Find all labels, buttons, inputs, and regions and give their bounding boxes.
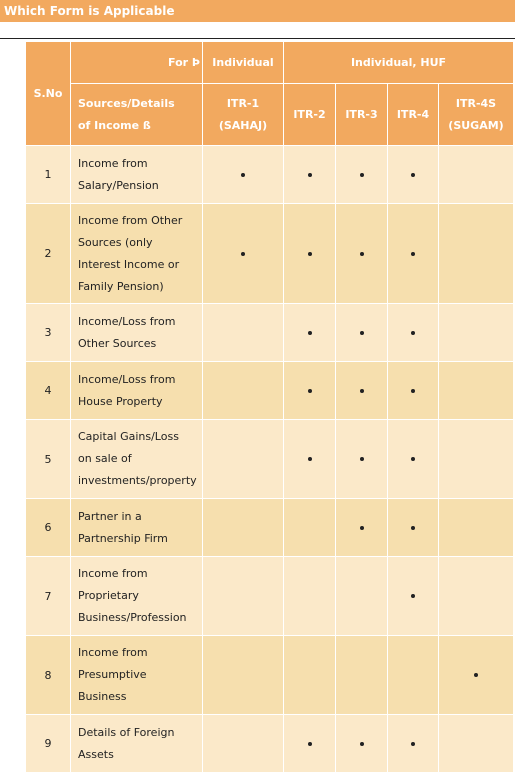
cell-itr4: [388, 715, 439, 773]
applicable-dot-icon: [411, 457, 415, 461]
row-source-line: on sale of: [78, 452, 132, 465]
table-row: [26, 499, 514, 557]
table-row: [26, 636, 514, 715]
sources-header: [71, 84, 203, 146]
cell-itr4: [388, 204, 439, 304]
applicable-dot-icon: [474, 673, 478, 677]
cell-itr2: [284, 204, 336, 304]
cell-itr2: [284, 362, 336, 420]
row-source-line: Capital Gains/Loss: [78, 430, 179, 443]
applicable-dot-icon: [360, 389, 364, 393]
cell-itr4s: [439, 499, 514, 557]
row-sno: 2: [26, 204, 71, 304]
applicable-dot-icon: [360, 526, 364, 530]
cell-itr1: [203, 362, 284, 420]
row-source-line: Details of Foreign: [78, 725, 175, 739]
cell-itr4: [388, 146, 439, 204]
itr-applicability-table: [25, 41, 514, 773]
row-source: [71, 362, 203, 420]
row-source-line: Salary/Pension: [78, 178, 159, 192]
cell-itr1: [203, 715, 284, 773]
table-row: [26, 146, 514, 204]
table-row: [26, 557, 514, 636]
row-source-line: Partnership Firm: [78, 531, 168, 545]
row-source: [71, 420, 203, 499]
row-source-line: investments/property: [78, 474, 197, 487]
row-source-line: Income/Loss from: [78, 372, 176, 386]
table-row: [26, 204, 514, 304]
cell-itr4s: [439, 715, 514, 773]
applicable-dot-icon: [308, 742, 312, 746]
row-source-line: Income from: [78, 567, 148, 580]
row-source: [71, 557, 203, 636]
cell-itr1: [203, 636, 284, 715]
itr2-header: ITR-2: [284, 84, 336, 146]
cell-itr3: [336, 146, 388, 204]
cell-itr1: [203, 204, 284, 304]
cell-itr1: [203, 557, 284, 636]
row-sno: 6: [26, 499, 71, 557]
itr1-header-line2: (SAHAJ): [203, 115, 283, 137]
applicable-dot-icon: [360, 252, 364, 256]
row-sno: 3: [26, 304, 71, 362]
group-individual: Individual: [203, 42, 284, 84]
applicable-dot-icon: [411, 526, 415, 530]
cell-itr4s: [439, 636, 514, 715]
cell-itr4: [388, 362, 439, 420]
group-individual-huf: Individual, HUF: [284, 42, 514, 84]
sno-header: S.No: [26, 42, 71, 146]
table-row: [26, 715, 514, 773]
row-source-line: Presumptive: [78, 668, 147, 681]
cell-itr3: [336, 362, 388, 420]
itr1-header-line1: ITR-1: [203, 93, 283, 115]
row-source-line: House Property: [78, 394, 163, 408]
row-source: [71, 499, 203, 557]
row-source-line: Interest Income or: [78, 257, 180, 271]
row-sno: 4: [26, 362, 71, 420]
applicable-dot-icon: [360, 457, 364, 461]
cell-itr4: [388, 420, 439, 499]
applicable-dot-icon: [308, 457, 312, 461]
applicable-dot-icon: [360, 173, 364, 177]
section-title: Which Form is Applicable: [0, 0, 515, 22]
cell-itr4s: [439, 146, 514, 204]
row-source-line: Sources (only: [78, 235, 153, 249]
itr4s-header-line2: (SUGAM): [439, 115, 513, 137]
for-label: For Þ: [71, 42, 203, 84]
divider: [0, 38, 515, 39]
cell-itr2: [284, 304, 336, 362]
sources-header-line1: Sources/Details: [78, 93, 202, 115]
itr4-header: ITR-4: [388, 84, 439, 146]
cell-itr3: [336, 557, 388, 636]
row-source: [71, 146, 203, 204]
cell-itr4s: [439, 204, 514, 304]
cell-itr3: [336, 420, 388, 499]
cell-itr1: [203, 146, 284, 204]
row-source-line: Income from: [78, 646, 148, 659]
sources-header-line2: of Income ß: [78, 115, 202, 137]
row-sno: 5: [26, 420, 71, 499]
row-source-line: Other Sources: [78, 336, 157, 350]
applicable-dot-icon: [308, 173, 312, 177]
applicable-dot-icon: [360, 331, 364, 335]
row-source-line: Family Pension): [78, 279, 164, 293]
row-source-line: Income from Other: [78, 213, 183, 227]
row-source-line: Income/Loss from: [78, 314, 176, 328]
row-source: [71, 715, 203, 773]
applicable-dot-icon: [411, 173, 415, 177]
applicable-dot-icon: [241, 252, 245, 256]
cell-itr2: [284, 420, 336, 499]
table-body: [26, 146, 514, 773]
applicable-dot-icon: [411, 389, 415, 393]
row-source-line: Business: [78, 690, 127, 703]
applicable-dot-icon: [241, 173, 245, 177]
cell-itr1: [203, 420, 284, 499]
row-sno: 8: [26, 636, 71, 715]
cell-itr2: [284, 715, 336, 773]
cell-itr1: [203, 304, 284, 362]
itr3-header: ITR-3: [336, 84, 388, 146]
itr4s-header: [439, 84, 514, 146]
cell-itr2: [284, 146, 336, 204]
applicable-dot-icon: [308, 389, 312, 393]
row-source-line: Partner in a: [78, 509, 142, 523]
row-source-line: Income from: [78, 156, 148, 170]
row-sno: 9: [26, 715, 71, 773]
applicable-dot-icon: [411, 742, 415, 746]
cell-itr3: [336, 499, 388, 557]
itr1-header: [203, 84, 284, 146]
row-source-line: Business/Profession: [78, 611, 187, 624]
applicable-dot-icon: [411, 331, 415, 335]
row-source-line: Assets: [78, 747, 114, 761]
cell-itr4: [388, 499, 439, 557]
row-sno: 7: [26, 557, 71, 636]
applicable-dot-icon: [411, 594, 415, 598]
row-source: [71, 304, 203, 362]
table-row: [26, 420, 514, 499]
cell-itr3: [336, 636, 388, 715]
row-source: [71, 636, 203, 715]
table-row: [26, 304, 514, 362]
cell-itr3: [336, 304, 388, 362]
applicable-dot-icon: [308, 252, 312, 256]
cell-itr4: [388, 557, 439, 636]
row-sno: 1: [26, 146, 71, 204]
cell-itr4s: [439, 362, 514, 420]
cell-itr2: [284, 636, 336, 715]
applicable-dot-icon: [308, 331, 312, 335]
itr4s-header-line1: ITR-4S: [439, 93, 513, 115]
row-source: [71, 204, 203, 304]
cell-itr4s: [439, 420, 514, 499]
cell-itr2: [284, 557, 336, 636]
cell-itr3: [336, 715, 388, 773]
table-row: [26, 362, 514, 420]
cell-itr4s: [439, 557, 514, 636]
cell-itr4: [388, 304, 439, 362]
applicable-dot-icon: [411, 252, 415, 256]
applicable-dot-icon: [360, 742, 364, 746]
row-source-line: Proprietary: [78, 589, 139, 602]
cell-itr4: [388, 636, 439, 715]
cell-itr2: [284, 499, 336, 557]
cell-itr4s: [439, 304, 514, 362]
cell-itr1: [203, 499, 284, 557]
cell-itr3: [336, 204, 388, 304]
